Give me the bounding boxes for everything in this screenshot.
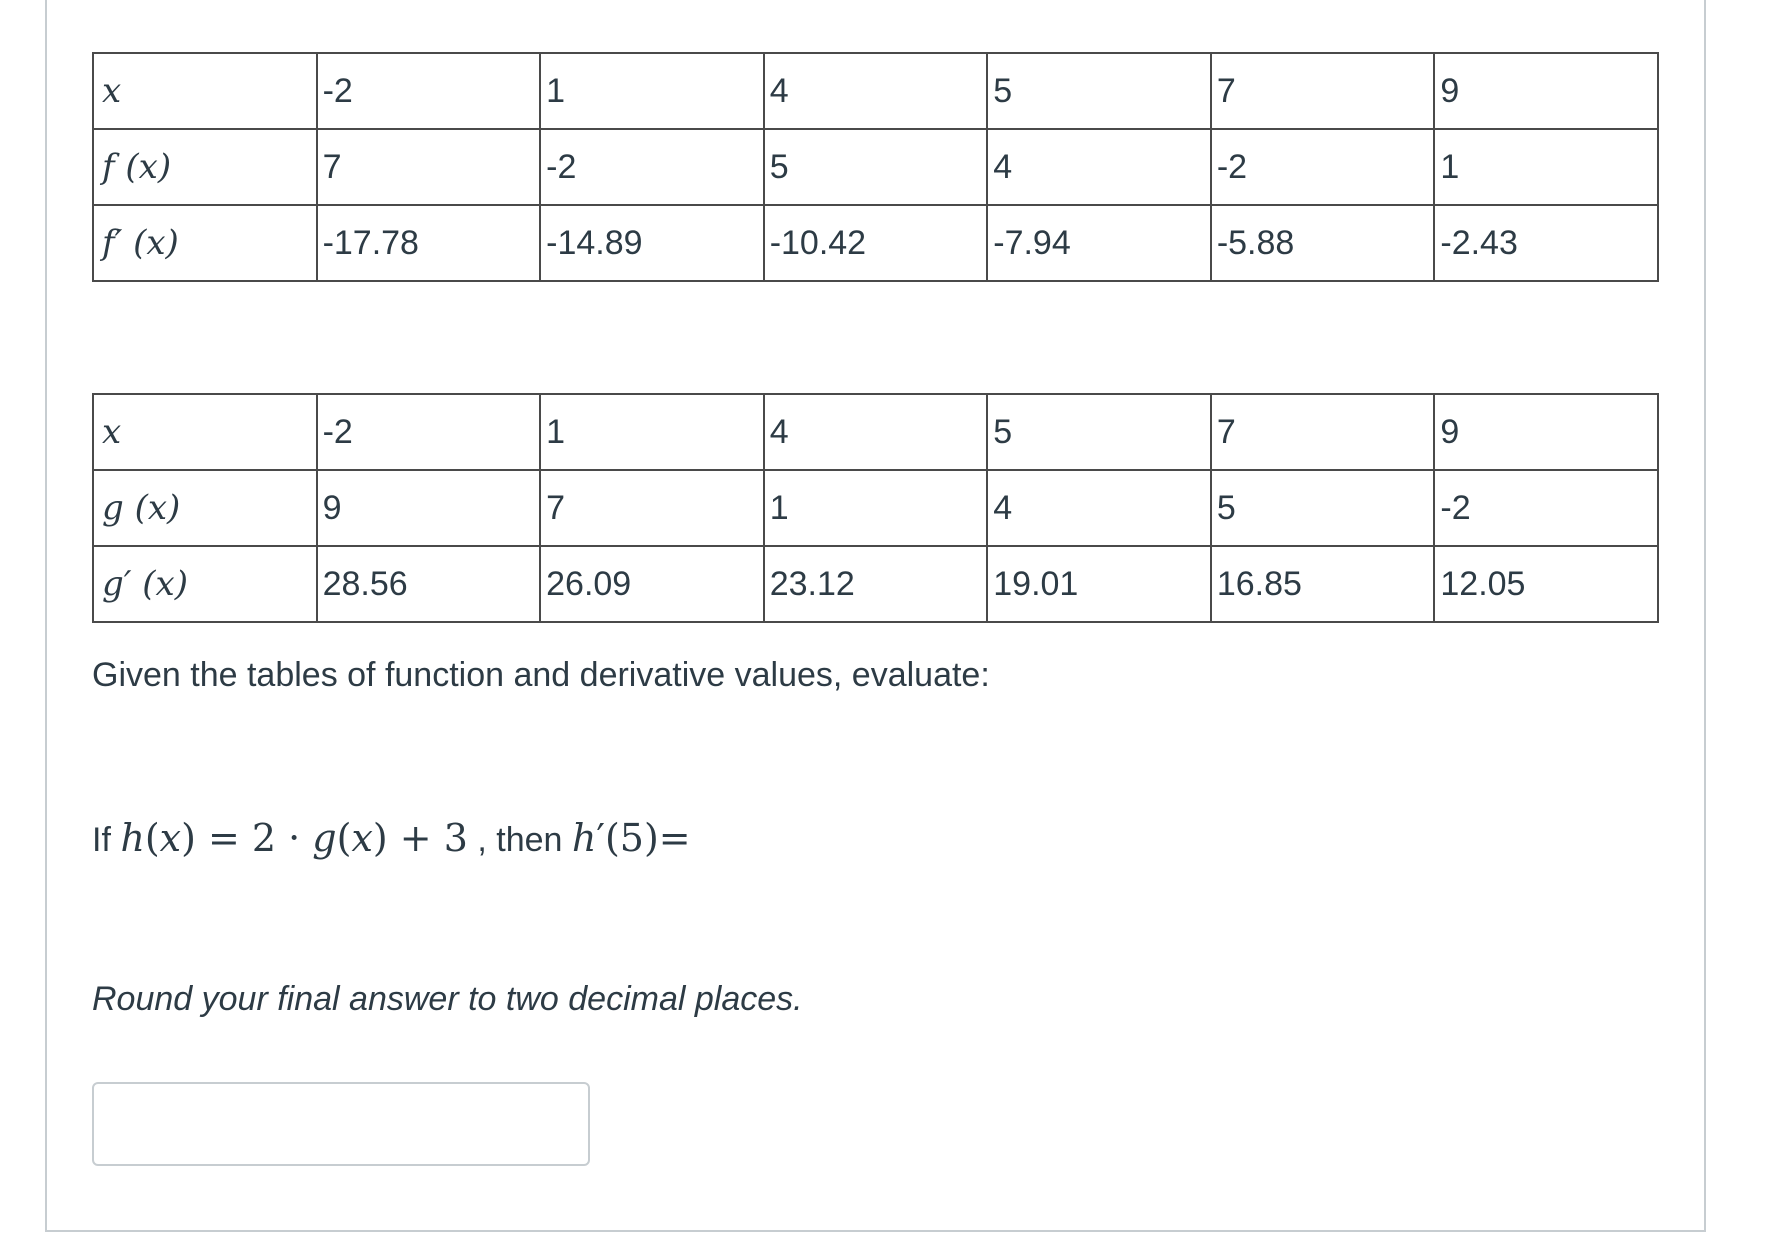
table-cell: -10.42 <box>764 205 988 281</box>
prompt-text: Given the tables of function and derivative values, evaluate: <box>92 656 990 694</box>
table-cell: 1 <box>764 470 988 546</box>
table-cell: 12.05 <box>1434 546 1658 622</box>
table-cell: 9 <box>317 470 541 546</box>
question-expression: ℎ(𝑥) = 2 · 𝑔(𝑥) + 3 <box>120 816 468 860</box>
rounding-instruction: Round your final answer to two decimal places. <box>92 980 803 1018</box>
table-cell: -5.88 <box>1211 205 1435 281</box>
row-label: 𝑥 <box>93 394 317 470</box>
table-cell: 1 <box>1434 129 1658 205</box>
table-cell: 5 <box>1211 470 1435 546</box>
question-middle: , then <box>467 821 572 859</box>
table-cell: -2 <box>317 394 541 470</box>
table-cell: 4 <box>764 394 988 470</box>
table-row <box>93 546 1658 622</box>
table-cell: 23.12 <box>764 546 988 622</box>
table-cell: 1 <box>540 53 764 129</box>
table-cell: -17.78 <box>317 205 541 281</box>
table-cell: -2 <box>317 53 541 129</box>
row-label: 𝑔′ (𝑥) <box>93 546 317 622</box>
table-cell: 7 <box>1211 394 1435 470</box>
table-row <box>93 394 1658 470</box>
table-cell: 9 <box>1434 394 1658 470</box>
table-row <box>93 470 1658 546</box>
table-cell: 5 <box>987 53 1211 129</box>
question-prefix: If <box>92 821 121 859</box>
row-label: 𝑔 (𝑥) <box>93 470 317 546</box>
table-cell: 7 <box>1211 53 1435 129</box>
table-cell: 16.85 <box>1211 546 1435 622</box>
table-cell: -14.89 <box>540 205 764 281</box>
table-cell: -2 <box>540 129 764 205</box>
table-cell: 4 <box>987 470 1211 546</box>
table-cell: -2 <box>1434 470 1658 546</box>
table-cell: 4 <box>764 53 988 129</box>
table-cell: 7 <box>317 129 541 205</box>
table-row <box>93 129 1658 205</box>
table-row <box>93 205 1658 281</box>
question-text <box>92 816 691 860</box>
table-cell: 5 <box>764 129 988 205</box>
table-cell: 5 <box>987 394 1211 470</box>
row-label: 𝑓′ (𝑥) <box>93 205 317 281</box>
table-cell: -2 <box>1211 129 1435 205</box>
table-cell: 7 <box>540 470 764 546</box>
table-cell: 28.56 <box>317 546 541 622</box>
g-values-table <box>92 393 1659 623</box>
table-cell: -7.94 <box>987 205 1211 281</box>
answer-input[interactable] <box>92 1082 590 1166</box>
table-cell: 1 <box>540 394 764 470</box>
row-label: 𝑓 (𝑥) <box>93 129 317 205</box>
table-cell: -2.43 <box>1434 205 1658 281</box>
table-cell: 4 <box>987 129 1211 205</box>
table-cell: 26.09 <box>540 546 764 622</box>
table-row <box>93 53 1658 129</box>
question-target: ℎ′(5)= <box>571 816 691 860</box>
table-cell: 9 <box>1434 53 1658 129</box>
row-label: 𝑥 <box>93 53 317 129</box>
table-cell: 19.01 <box>987 546 1211 622</box>
f-values-table <box>92 52 1659 282</box>
